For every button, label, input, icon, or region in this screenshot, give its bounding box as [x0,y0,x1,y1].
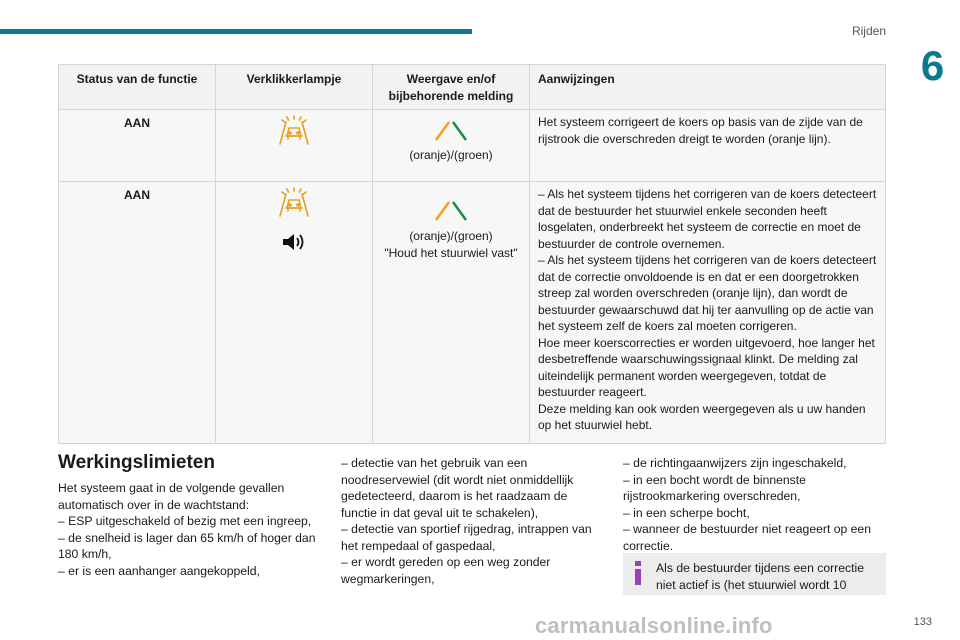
list-item: – wanneer de bestuurder niet reageert op een correctie. [623,522,871,553]
header-status: Status van de functie [59,65,216,110]
chapter-number: 6 [920,42,945,89]
info-text: Als de bestuurder tijdens een correctie niet actief is (het stuurwiel wordt 10 [656,561,864,592]
notes-cell [530,182,886,444]
display-caption: (oranje)/(groen) [409,148,493,162]
lamp-cell [216,182,373,444]
note-paragraph: – Als het systeem tijdens het corrigeren van de koers detecteert dat de bestuurder het stuurwiel enkele seconden heeft losgelaten, onderbreekt het systeem de correctie en moet de bestuurder de controle overnemen. [538,187,877,251]
text-column-2 [341,455,603,587]
display-message: "Houd het stuurwiel vast" [384,245,518,260]
section-heading: Werkingslimieten [58,452,215,473]
lane-lines-icon [416,194,486,222]
note-paragraph: – Als het systeem tijdens het corrigeren van de koers detecteert dat de correctie onvoldoende is en dat er een doorgetrokken streep zal worden overschreden (oranje lijn), dan wordt de bestuurder gewaarschuwd dat hij ter aanvulling op de actie van het systeem zelf de koers zal moeten corrigeren. [538,253,877,333]
list-item: – er is een aanhanger aangekoppeld, [58,563,260,578]
note-paragraph: Hoe meer koerscorrecties er worden uitgevoerd, hoe langer het desbetreffende waarschuwingssignaal klinkt. De melding zal uiteindelijk permanent worden weergegeven, totdat de bestuurder reageert. [538,335,875,399]
text-column-3 [623,455,885,554]
table-row [59,182,886,444]
notes-cell [530,110,886,182]
paragraph: Het systeem gaat in de volgende gevallen automatisch over in de wachtstand: [58,481,285,512]
list-item: – er wordt gereden op een weg zonder wegmarkeringen, [341,555,551,586]
lane-keep-warning-icon [277,114,311,146]
list-item: – de snelheid is lager dan 65 km/h of hoger dan 180 km/h, [58,530,316,561]
table-header-row [59,65,886,110]
note-paragraph: Deze melding kan ook worden weergegeven als u uw handen op het stuurwiel hebt. [538,401,866,432]
lane-keep-warning-icon [277,186,311,218]
speaker-icon [281,231,307,253]
lamp-cell [216,110,373,182]
function-status-table [58,64,886,444]
header-accent-bar [0,29,472,34]
lane-lines-icon [416,114,486,142]
header-lamp: Verklikkerlampje [216,65,373,110]
list-item: – detectie van sportief rijgedrag, intrappen van het rempedaal of gaspedaal, [341,522,592,553]
watermark: carmanualsonline.info [535,613,773,638]
display-cell [373,110,530,182]
table-row [59,110,886,182]
text-column-1 [58,480,320,579]
status-cell: AAN [59,110,216,182]
list-item: – detectie van het gebruik van een noodreservewiel (dit wordt niet onmiddellijk gedetecteerd, daarom is het raadzaam de functie in dat geval uit te schakelen), [341,456,574,520]
display-caption: (oranje)/(groen) [409,229,493,243]
note-paragraph: Het systeem corrigeert de koers op basis van de zijde van de rijstrook die overschreden dreigt te worden (oranje lijn). [538,115,863,146]
list-item: – in een bocht wordt de binnenste rijstrookmarkering overschreden, [623,472,806,503]
status-cell: AAN [59,182,216,444]
list-item: – ESP uitgeschakeld of bezig met een ingreep, [58,514,312,528]
info-box [623,553,886,595]
section-title: Rijden [851,24,886,38]
header-display: Weergave en/of bijbehorende melding [373,65,530,110]
header-notes: Aanwijzingen [530,65,886,110]
page-number: 133 [913,616,932,628]
list-item: – de richtingaanwijzers zijn ingeschakeld, [623,456,847,470]
list-item: – in een scherpe bocht, [623,505,750,520]
display-cell [373,182,530,444]
info-icon [631,561,645,585]
